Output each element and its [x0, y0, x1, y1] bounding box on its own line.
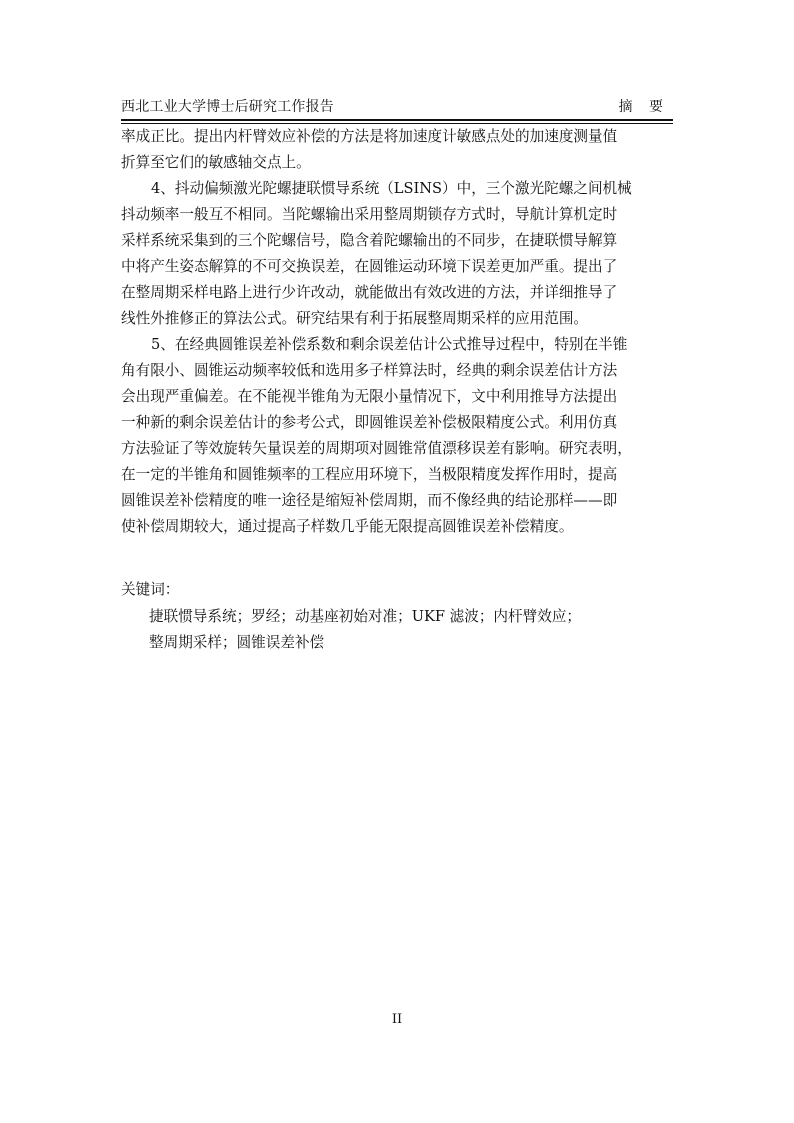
- page-header: [121, 96, 673, 118]
- keywords-line: 捷联惯导系统；罗经；动基座初始对准；UKF 滤波；内杆臂效应；: [149, 608, 582, 625]
- paragraph-line: 会出现严重偏差。在不能视半锥角为无限小量情况下，文中利用推导方法提出: [121, 388, 618, 405]
- paragraph-line: 率成正比。提出内杆臂效应补偿的方法是将加速度计敏感点处的加速度测量值: [121, 128, 618, 145]
- header-rule-thick: [121, 119, 673, 121]
- keywords-line: 整周期采样；圆锥误差补偿: [149, 634, 325, 651]
- header-report-title: 西北工业大学博士后研究工作报告: [121, 99, 334, 115]
- keywords-section: [121, 576, 673, 656]
- page-number: II: [391, 1012, 403, 1027]
- paragraph-line: 在整周期采样电路上进行少许改动，就能做出有效改进的方法，并详细推导了: [121, 284, 618, 301]
- keywords-heading: 关键词：: [121, 581, 180, 598]
- header-section-title: 摘 要: [618, 99, 669, 115]
- paragraph-line: 使补偿周期较大，通过提高子样数几乎能无限提高圆锥误差补偿精度。: [121, 518, 574, 535]
- paragraph-line: 抖动频率一般互不相同。当陀螺输出采用整周期锁存方式时，导航计算机定时: [121, 206, 618, 223]
- paragraph-line: 方法验证了等效旋转矢量误差的周期项对圆锥常值漂移误差有影响。研究表明，: [121, 440, 632, 457]
- paragraph-line: 5、在经典圆锥误差补偿系数和剩余误差估计公式推导过程中，特别在半锥: [151, 336, 628, 353]
- paragraph-line: 在一定的半锥角和圆锥频率的工程应用环境下，当极限精度发挥作用时，提高: [121, 466, 618, 483]
- paragraph-line: 一种新的剩余误差估计的参考公式，即圆锥误差补偿极限精度公式。利用仿真: [121, 414, 618, 431]
- paragraph-line: 中将产生姿态解算的不可交换误差，在圆锥运动环境下误差更加严重。提出了: [121, 258, 618, 275]
- abstract-body: [121, 124, 673, 540]
- paragraph-line: 折算至它们的敏感轴交点上。: [121, 154, 311, 171]
- paragraph-line: 角有限小、圆锥运动频率较低和选用多子样算法时，经典的剩余误差估计方法: [121, 362, 618, 379]
- paragraph-line: 4、抖动偏频激光陀螺捷联惯导系统（LSINS）中，三个激光陀螺之间机械: [151, 180, 632, 197]
- paragraph-line: 圆锥误差补偿精度的唯一途径是缩短补偿周期，而不像经典的结论那样——即: [121, 492, 618, 509]
- paragraph-line: 线性外推修正的算法公式。研究结果有利于拓展整周期采样的应用范围。: [121, 310, 589, 327]
- paragraph-line: 采样系统采集到的三个陀螺信号，隐含着陀螺输出的不同步，在捷联惯导解算: [121, 232, 618, 249]
